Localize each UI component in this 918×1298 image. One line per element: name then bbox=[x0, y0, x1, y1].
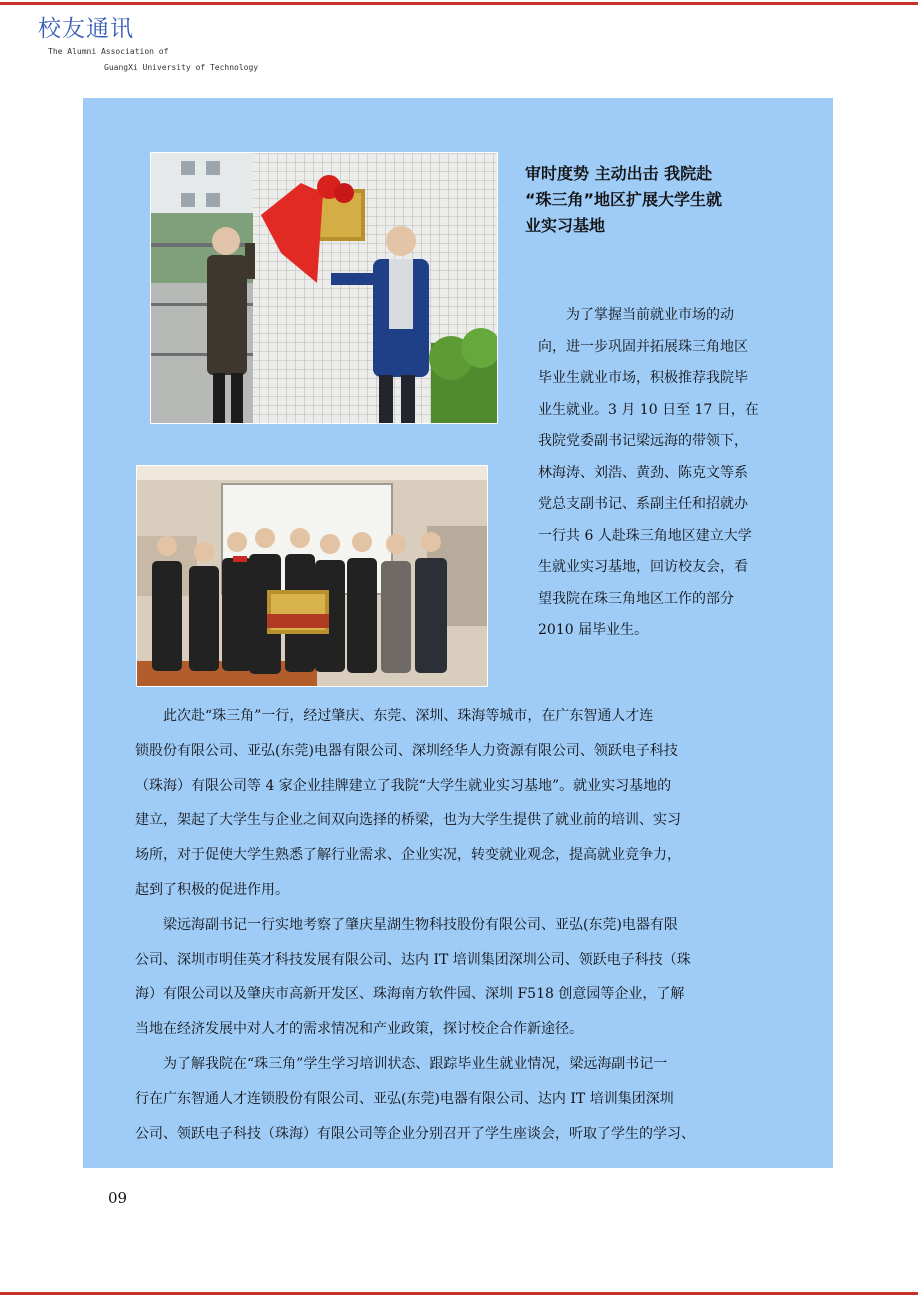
body-line: 为了解我院在“珠三角”学生学习培训状态、跟踪毕业生就业情况，梁远海副书记一 bbox=[135, 1055, 668, 1072]
top-red-rule bbox=[0, 2, 918, 5]
headline-line: 业实习基地 bbox=[525, 216, 606, 235]
body-line: 公司、深圳市明佳英才科技发展有限公司、达内 IT 培训集团深圳公司、领跃电子科技（珠 bbox=[135, 951, 691, 968]
body-line: 建立，架起了大学生与企业之间双向选择的桥梁，也为大学生提供了就业前的培训、实习 bbox=[135, 812, 681, 829]
article-body bbox=[135, 699, 785, 1151]
intro-line: 业生就业。3 月 10 日至 17 日，在 bbox=[538, 401, 759, 418]
article-intro-column bbox=[538, 300, 788, 647]
intro-line: 党总支副书记、系副主任和招就办 bbox=[538, 496, 748, 512]
body-line: 梁远海副书记一行实地考察了肇庆星湖生物科技股份有限公司、亚弘(东莞)电器有限 bbox=[135, 916, 678, 933]
body-line: 公司、领跃电子科技（珠海）有限公司等企业分别召开了学生座谈会，听取了学生的学习、 bbox=[135, 1125, 695, 1142]
intro-line: 向，进一步巩固并拓展珠三角地区 bbox=[538, 338, 748, 355]
body-line: 海）有限公司以及肇庆市高新开发区、珠海南方软件园、深圳 F518 创意园等企业，了解 bbox=[135, 986, 685, 1003]
body-line: 场所，对于促使大学生熟悉了解行业需求、企业实况，转变就业观念，提高就业竞争力， bbox=[135, 847, 681, 864]
masthead-subtitle-line1: The Alumni Association of bbox=[48, 47, 169, 56]
body-line: 起到了积极的促进作用。 bbox=[135, 881, 289, 898]
intro-line: 2010 届毕业生。 bbox=[538, 622, 649, 638]
group-photo-illustration bbox=[137, 466, 487, 686]
intro-line: 毕业生就业市场，积极推荐我院毕 bbox=[538, 370, 748, 386]
body-line: 锁股份有限公司、亚弘(东莞)电器有限公司、深圳经华人力资源有限公司、领跃电子科技 bbox=[135, 742, 678, 759]
intro-line: 我院党委副书记梁远海的带领下， bbox=[538, 433, 748, 449]
body-line: （珠海）有限公司等 4 家企业挂牌建立了我院“大学生就业实习基地”。就业实习基地的 bbox=[135, 777, 672, 794]
intro-line: 望我院在珠三角地区工作的部分 bbox=[538, 590, 734, 607]
intro-line: 林海涛、刘浩、黄劲、陈克文等系 bbox=[538, 464, 748, 481]
headline-line: 审时度势 主动出击 我院赴 bbox=[525, 164, 713, 183]
masthead bbox=[38, 16, 259, 72]
group-photo bbox=[136, 465, 488, 687]
body-line: 行在广东智通人才连锁股份有限公司、亚弘(东莞)电器有限公司、达内 IT 培训集团深圳 bbox=[135, 1090, 674, 1107]
plaque-unveiling-illustration bbox=[151, 153, 497, 423]
masthead-subtitle-line2: GuangXi University of Technology bbox=[104, 63, 259, 72]
page-number: 09 bbox=[108, 1189, 128, 1207]
body-line: 当地在经济发展中对人才的需求情况和产业政策，探讨校企合作新途径。 bbox=[135, 1021, 583, 1038]
bottom-red-rule bbox=[0, 1292, 918, 1295]
intro-line: 为了掌握当前就业市场的动 bbox=[538, 307, 734, 323]
plaque-unveiling-photo bbox=[150, 152, 498, 424]
intro-line: 生就业实习基地，回访校友会，看 bbox=[538, 559, 748, 575]
masthead-title: 校友通讯 bbox=[38, 16, 134, 42]
headline-line: “珠三角”地区扩展大学生就 bbox=[525, 190, 723, 209]
body-line: 此次赴“珠三角”一行，经过肇庆、东莞、深圳、珠海等城市，在广东智通人才连 bbox=[135, 708, 654, 724]
intro-line: 一行共 6 人赴珠三角地区建立大学 bbox=[538, 527, 752, 544]
article-headline bbox=[525, 161, 787, 239]
article-panel bbox=[83, 98, 833, 1168]
